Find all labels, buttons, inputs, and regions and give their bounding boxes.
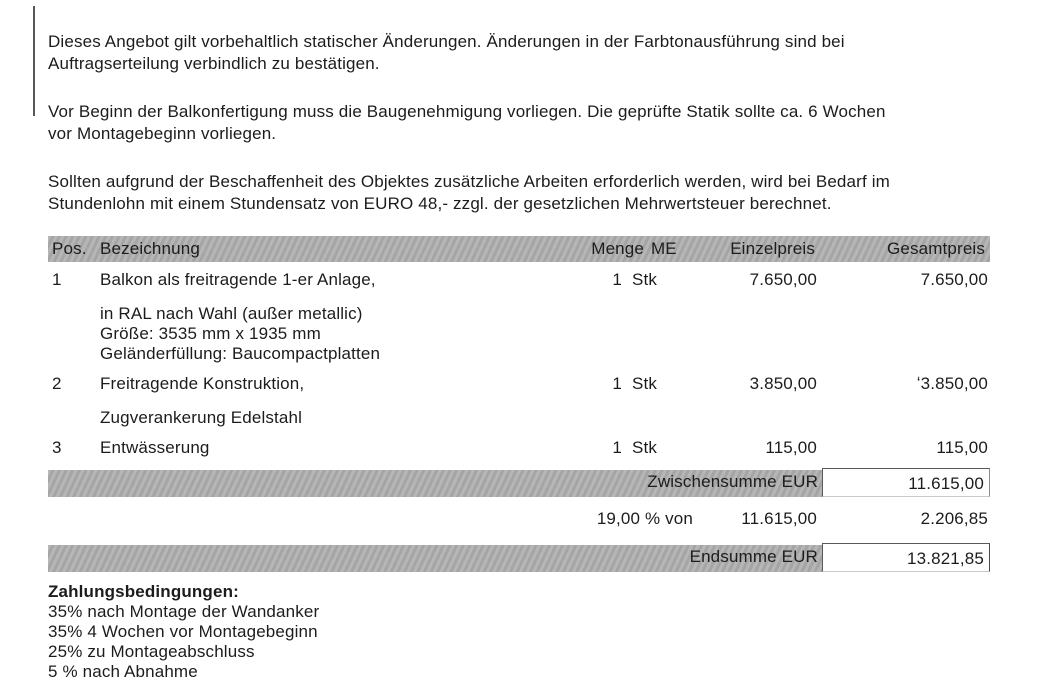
table-header-band: [48, 236, 990, 262]
table-row-subline: [0, 324, 1040, 346]
row-quantity: 1: [612, 374, 622, 393]
row-description: Balkon als freitragende 1-er Anlage,: [100, 270, 376, 289]
row-quantity: 1: [612, 270, 622, 289]
payment-term-item: 35% nach Montage der Wandanker: [48, 602, 320, 621]
header-pos: Pos.: [52, 239, 87, 258]
vat-amount: 2.206,85: [920, 509, 988, 528]
table-row-subline: [0, 408, 1040, 430]
row-description: Freitragende Konstruktion,: [100, 374, 305, 393]
paragraph-validity: [48, 31, 968, 75]
row-description: Entwässerung: [100, 438, 210, 457]
payment-term-item: 5 % nach Abnahme: [48, 662, 198, 681]
subtotal-value: 11.615,00: [908, 474, 984, 493]
row-total-price: 7.650,00: [920, 270, 988, 289]
subtotal-label: Zwischensumme EUR: [647, 472, 818, 491]
paragraph-extra-work: [48, 171, 968, 215]
row-unit: Stk: [632, 270, 658, 289]
row-unit: Stk: [632, 438, 658, 457]
row-total-price: 115,00: [936, 438, 988, 457]
row-unit-price: 7.650,00: [749, 270, 817, 289]
paragraph-permit: [48, 101, 968, 145]
row-unit-price: 3.850,00: [749, 374, 817, 393]
scan-edge-artifact: [33, 6, 35, 116]
vat-rate-label: 19,00 % von: [596, 509, 693, 528]
subtotal-value-box: [822, 468, 990, 497]
paragraph-line: Auftragserteilung verbindlich zu bestätigen.: [48, 54, 380, 73]
row-total-price: ʻ3.850,00: [916, 374, 988, 393]
row-quantity: 1: [612, 438, 622, 457]
header-einzelpreis: Einzelpreis: [730, 239, 815, 258]
payment-terms-block: [48, 582, 319, 682]
table-row: [0, 438, 1040, 460]
paragraph-line: Vor Beginn der Balkonfertigung muss die Baugenehmigung vorliegen. Die geprüfte Statik sollte ca. 6 Wochen: [48, 102, 886, 121]
paragraph-line: Stundenlohn mit einem Stundensatz von EURO 48,- zzgl. der gesetzlichen Mehrwertsteuer berechnet.: [48, 194, 832, 213]
row-subline-text: in RAL nach Wahl (außer metallic): [100, 304, 363, 323]
paragraph-line: Dieses Angebot gilt vorbehaltlich statischer Änderungen. Änderungen in der Farbtonausführung sind bei: [48, 32, 845, 51]
paragraph-line: vor Montagebeginn vorliegen.: [48, 124, 277, 143]
table-row-subline: [0, 344, 1040, 366]
table-row: [0, 270, 1040, 292]
vat-base: 11.615,00: [741, 509, 817, 528]
header-me: ME: [651, 239, 677, 258]
payment-term-item: 35% 4 Wochen vor Montagebeginn: [48, 622, 318, 641]
row-subline-text: Geländerfüllung: Baucompactplatten: [100, 344, 381, 363]
paragraph-line: Sollten aufgrund der Beschaffenheit des Objektes zusätzliche Arbeiten erforderlich werden, wird bei Bedarf im: [48, 172, 890, 191]
row-pos: 3: [52, 438, 62, 457]
total-value: 13.821,85: [907, 549, 984, 568]
row-unit: Stk: [632, 374, 658, 393]
total-label: Endsumme EUR: [689, 547, 818, 566]
row-pos: 2: [52, 374, 62, 393]
row-subline-text: Zugverankerung Edelstahl: [100, 408, 303, 427]
header-bezeichnung: Bezeichnung: [100, 239, 200, 258]
row-unit-price: 115,00: [765, 438, 817, 457]
payment-terms-title: Zahlungsbedingungen:: [48, 582, 239, 601]
total-value-box: [822, 543, 990, 572]
header-menge: Menge: [591, 239, 644, 258]
row-pos: 1: [52, 270, 62, 289]
table-row: [0, 374, 1040, 396]
vat-row: [0, 509, 1040, 531]
table-row-subline: [0, 304, 1040, 326]
payment-term-item: 25% zu Montageabschluss: [48, 642, 255, 661]
header-gesamtpreis: Gesamtpreis: [886, 239, 985, 258]
row-subline-text: Größe: 3535 mm x 1935 mm: [100, 324, 321, 343]
